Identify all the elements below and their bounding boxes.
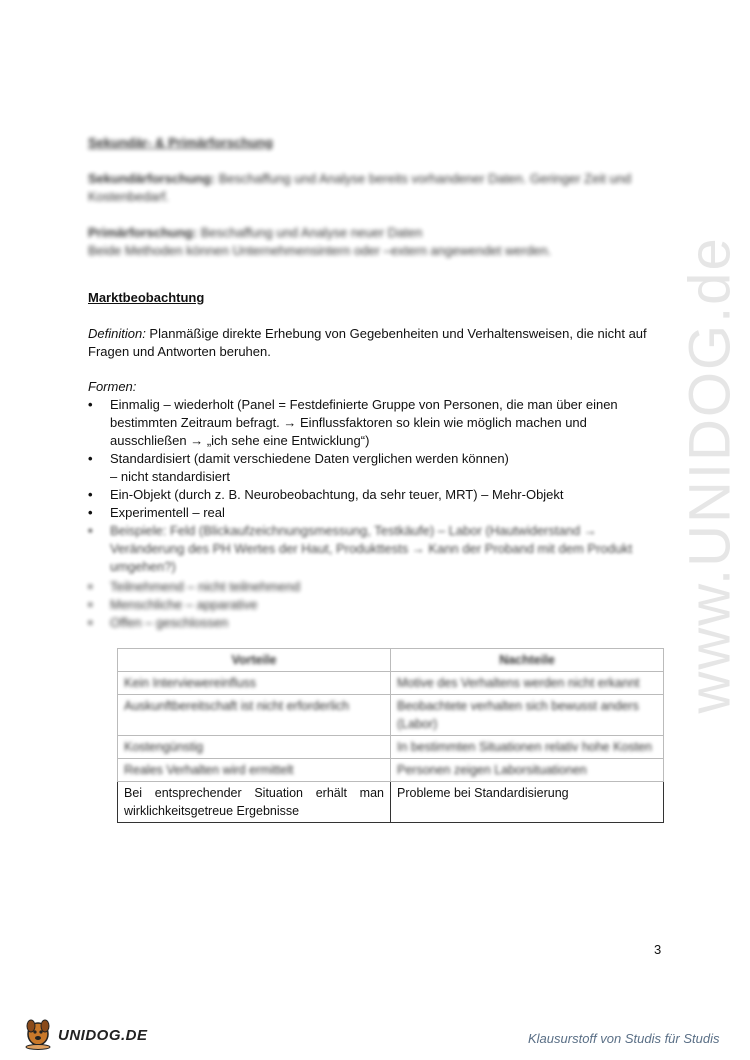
- bullet-icon: •: [88, 523, 93, 538]
- table-cell: Kostengünstig: [118, 736, 391, 759]
- table-row: [118, 695, 664, 736]
- bullet-icon: •: [88, 397, 93, 412]
- bullet-icon: •: [88, 597, 93, 612]
- column-header-nachteile: Nachteile: [391, 649, 664, 672]
- footer-brand: UNIDOG.DE: [58, 1027, 148, 1044]
- sekundaer-text: Beschaffung und Analyse bereits vorhandener Daten. Geringer Zeit und Kostenbedarf.: [88, 171, 632, 204]
- forms-label: Formen:: [88, 379, 137, 394]
- list-item: [88, 522, 658, 576]
- list-item-line: Einmalig – wiederholt (Panel = Festdefinierte Gruppe von Personen, die man über einen: [110, 397, 618, 412]
- column-header-vorteile: Vorteile: [118, 649, 391, 672]
- table-cell: Kein Interviewereinfluss: [118, 672, 391, 695]
- list-item-line: Beispiele: Feld (Blickaufzeichnungsmessung, Testkäufe) – Labor (Hautwiderstand →: [110, 523, 597, 538]
- sekundaer-label: Sekundärforschung:: [88, 171, 216, 186]
- list-item-line: Standardisiert (damit verschiedene Daten verglichen werden können): [110, 451, 509, 466]
- list-item: [88, 450, 658, 486]
- table-cell: In bestimmten Situationen relativ hohe Kosten: [391, 736, 664, 759]
- primaer-text: Beschaffung und Analyse neuer Daten: [197, 225, 423, 240]
- list-item-line: ausschließen → „ich sehe eine Entwicklung“): [110, 433, 370, 448]
- bullet-icon: •: [88, 579, 93, 594]
- bullet-icon: •: [88, 451, 93, 466]
- table-row: [118, 672, 664, 695]
- definition-text: Planmäßige direkte Erhebung von Gegebenheiten und Verhaltensweisen, die nicht auf Fragen und Antworten beruhen.: [88, 326, 647, 359]
- table-header-row: [118, 649, 664, 672]
- table-cell: Beobachtete verhalten sich bewusst anders (Labor): [391, 695, 664, 736]
- list-item-line: Experimentell – real: [110, 505, 225, 520]
- definition-label: Definition:: [88, 326, 146, 341]
- list-item: [88, 614, 658, 632]
- sekundaer-primaer-section: [88, 134, 648, 260]
- table-cell: Motive des Verhaltens werden nicht erkannt: [391, 672, 664, 695]
- list-item-line: – nicht standardisiert: [110, 469, 230, 484]
- footer-tagline: Klausurstoff von Studis für Studis: [528, 1031, 720, 1046]
- forms-list: [88, 396, 658, 632]
- methods-text: Beide Methoden können Unternehmensintern oder –extern angewendet werden.: [88, 243, 552, 258]
- definition-paragraph: [88, 325, 658, 361]
- table-row: [118, 782, 664, 823]
- table-row: [118, 736, 664, 759]
- list-item: [88, 396, 658, 450]
- list-item: [88, 596, 658, 614]
- list-item: [88, 504, 658, 522]
- watermark-text: www.UNIDOG.de: [677, 236, 743, 714]
- list-item-line: Veränderung des PH Wertes der Haut, Produkttests → Kann der Proband mit dem Produkt: [110, 541, 633, 556]
- list-item-line: umgehen?): [110, 559, 176, 574]
- list-item-line: Ein-Objekt (durch z. B. Neurobeobachtung, da sehr teuer, MRT) – Mehr-Objekt: [110, 487, 564, 502]
- table-row: [118, 759, 664, 782]
- table-cell: Personen zeigen Laborsituationen: [391, 759, 664, 782]
- list-item: [88, 486, 658, 504]
- bullet-icon: •: [88, 615, 93, 630]
- list-item-line: Menschliche – apparative: [110, 597, 258, 612]
- list-item-line: bestimmten Zeitraum befragt. → Einflussfaktoren so klein wie möglich machen und: [110, 415, 587, 430]
- table-cell: Probleme bei Standardisierung: [391, 782, 664, 823]
- page-number: 3: [654, 942, 662, 957]
- bullet-icon: •: [88, 505, 93, 520]
- primaer-label: Primärforschung:: [88, 225, 198, 240]
- section-title: Sekundär- & Primärforschung: [88, 135, 273, 150]
- list-item: [88, 578, 658, 596]
- bullet-icon: •: [88, 487, 93, 502]
- table-cell: Reales Verhalten wird ermittelt: [118, 759, 391, 782]
- table-cell: Auskunftbereitschaft ist nicht erforderlich: [118, 695, 391, 736]
- marktbeobachtung-title: Marktbeobachtung: [88, 290, 205, 305]
- pros-cons-table: [117, 648, 664, 823]
- list-item-line: Teilnehmend – nicht teilnehmend: [110, 579, 301, 594]
- list-item-line: Offen – geschlossen: [110, 615, 229, 630]
- table-cell: Bei entsprechender Situation erhält man wirklichkeitsgetreue Ergebnisse: [118, 782, 391, 823]
